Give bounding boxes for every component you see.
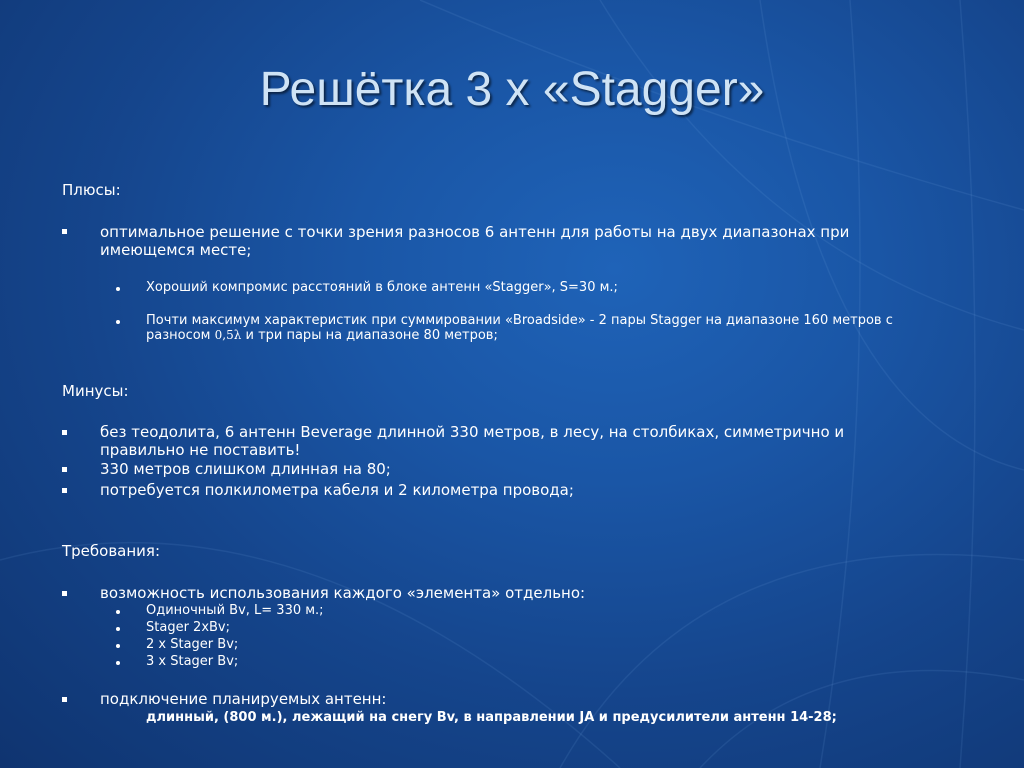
round-bullet <box>116 287 120 291</box>
round-bullet <box>116 661 120 665</box>
pluses-sub-1: Хороший компромис расстояний в блоке антенн «Stagger», S=30 м.; <box>146 280 618 295</box>
minuses-item-1-line-2: правильно не поставить! <box>100 441 301 459</box>
round-bullet <box>116 627 120 631</box>
requirements-note: длинный, (800 м.), лежащий на снегу Bv, в направлении JA и предусилители антенн 14-28; <box>146 710 837 725</box>
pluses-item-1-line-1: оптимальное решение с точки зрения разносов 6 антенн для работы на двух диапазонах при <box>100 223 850 241</box>
square-bullet <box>62 467 67 472</box>
minuses-item-2: 330 метров слишком длинная на 80; <box>100 460 391 478</box>
round-bullet <box>116 320 120 324</box>
square-bullet <box>62 591 67 596</box>
requirements-item-2: подключение планируемых антенн: <box>100 690 387 708</box>
square-bullet <box>62 229 67 234</box>
minuses-heading: Минусы: <box>62 382 129 400</box>
requirements-heading: Требования: <box>62 542 161 560</box>
square-bullet <box>62 697 67 702</box>
round-bullet <box>116 644 120 648</box>
requirements-sub-3: 2 x Stager Bv; <box>146 637 239 652</box>
minuses-item-3: потребуется полкилометра кабеля и 2 километра провода; <box>100 481 574 499</box>
pluses-sub-2-text-a: разносом <box>146 328 211 343</box>
pluses-item-1-line-2: имеющемся месте; <box>100 241 252 259</box>
pluses-sub-2-line-1: Почти максимум характеристик при суммировании «Broadside» - 2 пары Stagger на диапазоне 160 метров с <box>146 313 893 328</box>
requirements-sub-4: 3 x Stager Bv; <box>146 654 239 669</box>
requirements-sub-2: Stager 2xBv; <box>146 620 230 635</box>
square-bullet <box>62 430 67 435</box>
pluses-sub-2-text-b: и три пары на диапазоне 80 метров; <box>245 328 498 343</box>
requirements-sub-1: Одиночный Bv, L= 330 м.; <box>146 603 324 618</box>
requirements-item-1: возможность использования каждого «элемента» отдельно: <box>100 584 586 602</box>
square-bullet <box>62 488 67 493</box>
minuses-item-1-line-1: без теодолита, 6 антенн Beverage длинной 330 метров, в лесу, на столбиках, симметрично и <box>100 423 845 441</box>
lambda-symbol: 0,5λ <box>214 328 242 342</box>
round-bullet <box>116 610 120 614</box>
pluses-sub-2-line-2 <box>146 328 498 343</box>
pluses-heading: Плюсы: <box>62 181 121 199</box>
slide-title: Решётка 3 x «Stagger» <box>259 63 765 116</box>
